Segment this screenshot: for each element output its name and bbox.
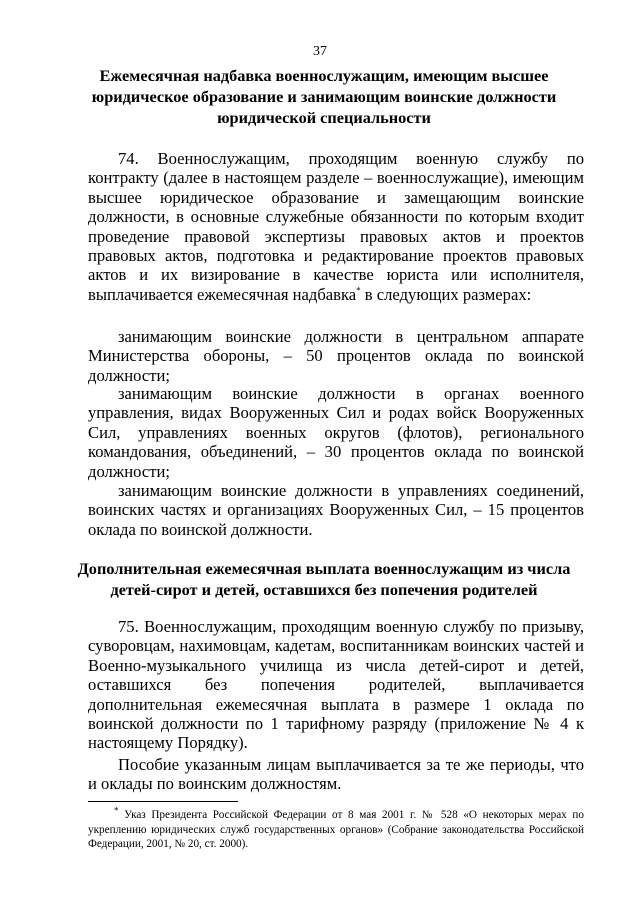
footnote-reference-mark: * xyxy=(356,285,361,296)
footnote-mark: * xyxy=(114,805,119,816)
footnote-separator xyxy=(88,801,238,802)
list-item-military-command: занимающим воинские должности в органах военного управления, видах Вооруженных Сил и родах войск Вооруженных Сил, управлениях военных округов (флотов), регионального командования, объединений, – 30 процентов оклада по воинской должности; xyxy=(88,384,584,481)
paragraph-75: 75. Военнослужащим, проходящим военную службу по призыву, суворовцам, нахимовцам, кадетам, воспитанникам воинских частей и Военно-музыкального училища из числа детей-сирот и детей, оставшихся без попечения родителей, выплачивается дополнительная ежемесячная выплата в размере 1 оклада по воинской должности по 1 тарифному разряду (приложение № 4 к настоящему Порядку). xyxy=(88,617,584,753)
section-heading-orphans-payment: Дополнительная ежемесячная выплата военнослужащим из числа детей-сирот и детей, оставшихся без попечения родителей xyxy=(77,559,571,599)
section-heading-legal-allowance: Ежемесячная надбавка военнослужащим, имеющим высшее юридическое образование и занимающим воинские должности юридической специальности xyxy=(91,66,557,127)
page-number: 37 xyxy=(313,44,327,59)
paragraph-74-text: 74. Военнослужащим, проходящим военную службу по контракту (далее в настоящем разделе – военнослужащие), имеющим высшее юридическое образование и замещающим воинские должности, в основные служебные обязанности по которым входит проведение правовой экспертизы правовых актов и проектов правовых актов, подготовка и редактирование проектов правовых актов и их визирование в качестве юриста или исполнителя, выплачивается ежемесячная надбавка xyxy=(88,149,584,304)
paragraph-benefit: Пособие указанным лицам выплачивается за те же периоды, что и оклады по воинским должностям. xyxy=(88,755,584,794)
paragraph-74 xyxy=(88,149,584,304)
paragraph-74-tail: в следующих размерах: xyxy=(360,284,532,304)
list-item-formations: занимающим воинские должности в управлениях соединений, воинских частях и организациях Вооруженных Сил, – 15 процентов оклада по воинской должности. xyxy=(88,481,584,539)
list-item-central-apparatus: занимающим воинские должности в центральном аппарате Министерства обороны, – 50 процентов оклада по воинской должности; xyxy=(88,327,584,385)
footnote xyxy=(88,805,584,852)
footnote-text: Указ Президента Российской Федерации от 8 мая 2001 г. № 528 «О некоторых мерах по укреплению юридических служб государственных органов» (Собрание законодательства Российской Федерации, 2001, № 20, ст. 2000). xyxy=(88,809,584,851)
